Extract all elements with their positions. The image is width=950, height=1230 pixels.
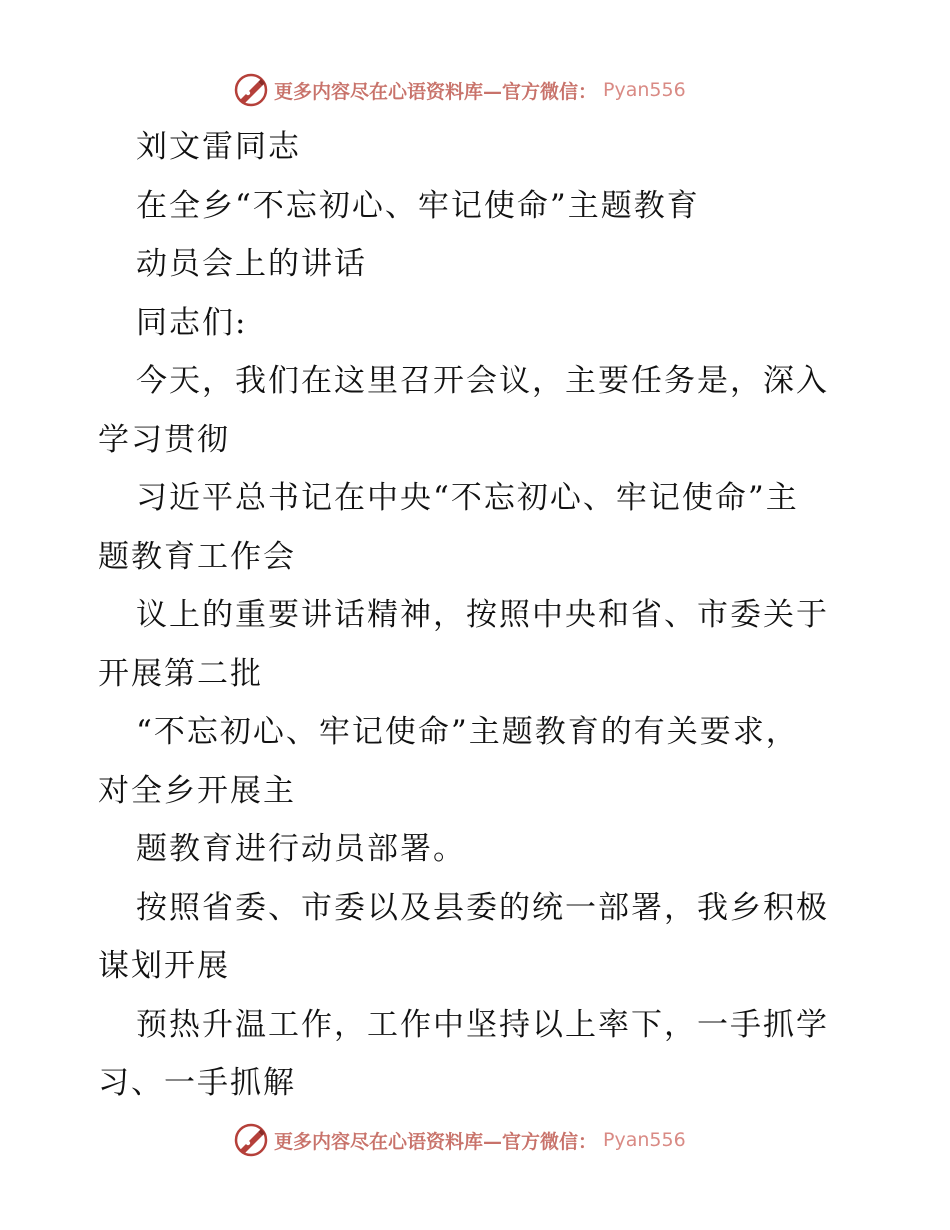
paragraph-line: 学习贯彻	[98, 421, 230, 458]
wechat-id: Pyan556	[603, 79, 686, 101]
footer-banner	[234, 1122, 686, 1158]
paragraph-line: 今天，我们在这里召开会议，主要任务是，深入	[136, 363, 829, 399]
paragraph-line: 题教育工作会	[98, 538, 296, 575]
banner-text: 更多内容尽在心语资料库—官方微信：	[274, 1130, 598, 1153]
paragraph-line: 习近平总书记在中央“不忘初心、牢记使命”主	[136, 480, 799, 516]
banner-text: 更多内容尽在心语资料库—官方微信：	[274, 80, 598, 103]
paragraph-line: 对全乡开展主	[98, 772, 296, 809]
title-line: 在全乡“不忘初心、牢记使命”主题教育	[136, 187, 700, 224]
header-banner	[234, 72, 686, 108]
paragraph-line: 谋划开展	[98, 948, 230, 984]
salutation-line: 同志们:	[136, 304, 248, 341]
paragraph-line: 题教育进行动员部署。	[136, 831, 466, 867]
document-body	[98, 118, 854, 1113]
paragraph-line: 按照省委、市委以及县委的统一部署，我乡积极	[136, 889, 829, 926]
paragraph-line: 习、一手抓解	[98, 1065, 296, 1101]
paragraph-line: 议上的重要讲话精神，按照中央和省、市委关于	[136, 597, 829, 633]
pen-logo-icon	[234, 1123, 268, 1157]
paragraph-line: 预热升温工作，工作中坚持以上率下，一手抓学	[136, 1006, 829, 1043]
pen-logo-icon	[234, 73, 268, 107]
paragraph-line: “不忘初心、牢记使命”主题教育的有关要求，	[136, 714, 799, 750]
paragraph-line: 开展第二批	[98, 655, 263, 692]
title-line: 动员会上的讲话	[136, 246, 367, 282]
wechat-id: Pyan556	[603, 1129, 686, 1151]
speaker-line: 刘文雷同志	[136, 129, 301, 165]
